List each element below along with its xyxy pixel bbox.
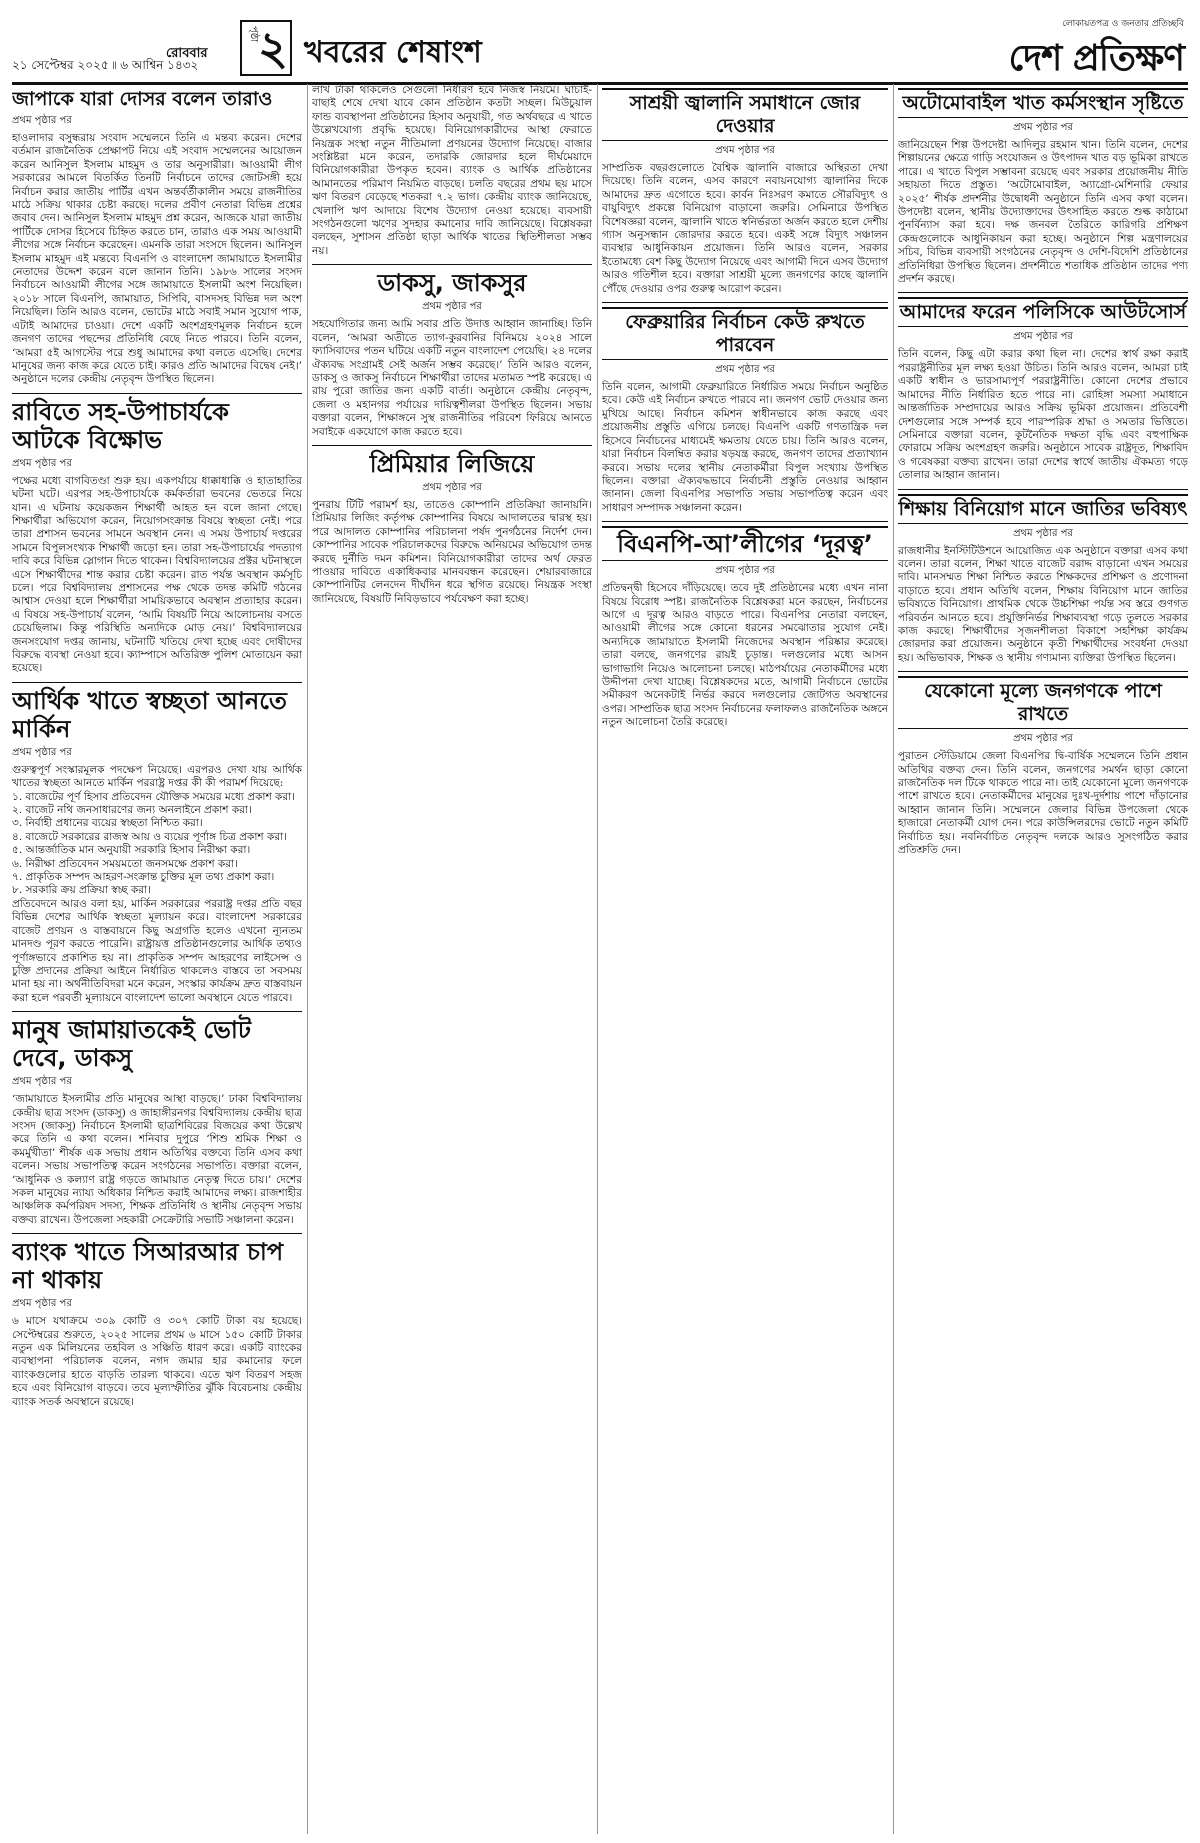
story-education <box>898 494 1188 666</box>
list-item: ৬. নিরীক্ষা প্রতিবেদন সময়মতো জনসমক্ষে প্রকাশ করা। <box>12 857 238 870</box>
jump-line: প্রথম পৃষ্ঠার পর <box>1013 122 1073 133</box>
article-columns <box>12 84 1188 1834</box>
logo-name: দেশ প্রতিক্ষণ <box>1008 38 1184 79</box>
jump-line: প্রথম পৃষ্ঠার পর <box>422 301 482 313</box>
article-body: প্রতিদ্বন্দ্বী হিসেবে দাঁড়িয়েছে। তবে দুই প্রতিষ্ঠানের মধ্যে এখন নানা বিষয়ে বিরোধ স্পষ্ট। রাজনৈতিক বিশ্লেষকরা মনে করছেন, নির্বাচনের আগে এ দূরত্ব আরও বাড়তে পারে। বিএনপির নেতারা বলছেন, আওয়ামী লীগের সঙ্গে কোনো ধরনের সমঝোতার সুযোগ নেই। অন্যদিকে জামায়াতে ইসলামী নিজেদের অবস্থান পরিষ্কার করেছে। তারা বলছে, জনগণের রায়ই চূড়ান্ত। দলগুলোর মধ্যে আসন ভাগাভাগি নিয়েও আলোচনা চলছে। মাঠপর্যায়ের নেতাকর্মীদের মধ্যে উদ্দীপনা দেখা যাচ্ছে। বিশ্লেষকদের মতে, আগামী নির্বাচনে ভোটের সমীকরণ অনেকটাই নির্ভর করবে দলগুলোর জোটগত অবস্থানের ওপর। সাম্প্রতিক ছাত্র সংসদ নির্বাচনের ফলাফলও রাজনৈতিক অঙ্গনে নতুন আলোচনা তৈরি করেছে। <box>602 582 888 729</box>
newspaper-logo <box>1009 16 1184 91</box>
article-body: রাজধানীর ইনস্টিটিউশনে আয়োজিত এক অনুষ্ঠানে বক্তারা এসব কথা বলেন। তারা বলেন, শিক্ষা খাতে বাজেট বরাদ্দ বাড়ানো এখন সময়ের দাবি। মানসম্মত শিক্ষা নিশ্চিত করতে শিক্ষকদের প্রশিক্ষণ ও প্রণোদনা বাড়াতে হবে। প্রধান অতিথি বলেন, শিক্ষায় বিনিয়োগ মানে জাতির ভবিষ্যতে বিনিয়োগ। প্রাথমিক থেকে উচ্চশিক্ষা পর্যন্ত সব স্তরে গুণগত পরিবর্তন আনতে হবে। প্রযুক্তিনির্ভর শিক্ষাব্যবস্থা গড়ে তুলতে সরকার কাজ করছে। শিক্ষার্থীদের সৃজনশীলতা বিকাশে সহশিক্ষা কার্যক্রম জোরদার করা প্রয়োজন। অনুষ্ঠানে কৃতী শিক্ষার্থীদের সংবর্ধনা দেওয়া হয়। অভিভাবক, শিক্ষক ও স্থানীয় গণ্যমান্য ব্যক্তিরা উপস্থিত ছিলেন। <box>898 544 1188 664</box>
list-item: ৫. আন্তর্জাতিক মান অনুযায়ী সরকারি হিসাব নিরীক্ষা করা। <box>12 844 251 857</box>
page-number: ২ <box>258 21 288 75</box>
separator <box>898 671 1188 672</box>
headline[interactable]: প্রিমিয়ার লিজিয়ে <box>369 449 535 478</box>
story-feb <box>602 307 888 515</box>
separator <box>12 1011 302 1012</box>
column-3 <box>602 84 888 1834</box>
jump-line: প্রথম পৃষ্ঠার পর <box>12 115 72 126</box>
article-body: সহযোগিতার জন্য আমি সবার প্রতি উদাত্ত আহ্বান জানাচ্ছি। তিনি বলেন, ‘আমরা অতীতে ত্যাগ-কুরবানির বিনিময়ে ২০২৪ সালে ফ্যাসিবাদের পতন ঘটিয়ে একটি নতুন বাংলাদেশ পেয়েছি। ২৪ দলের ঐক্যবদ্ধ সংগ্রামই সেই অর্জন সম্ভব করেছে।’ তিনি আরও বলেন, ডাকসু ও জাকসু নির্বাচনে শিক্ষার্থীরা তাদের মতামত স্পষ্ট করেছে। এ রায় পুরো জাতির জন্য একটি বার্তা। অনুষ্ঠানে কেন্দ্রীয় নেতৃবৃন্দ, জেলা ও মহানগর পর্যায়ের দায়িত্বশীলরা উপস্থিত ছিলেন। সভায় বক্তারা বলেন, শিক্ষাঙ্গনে সুস্থ রাজনীতির পরিবেশ ফিরিয়ে আনতে সবাইকে একযোগে কাজ করতে হবে। <box>312 318 592 438</box>
headline[interactable]: ব্যাংক খাতে সিআরআর চাপ না থাকায় <box>12 1238 284 1295</box>
jump-line: প্রথম পৃষ্ঠার পর <box>1013 527 1073 539</box>
article-body: হাওলাদার বসুন্ধরায় সংবাদ সম্মেলনে তিনি এ মন্তব্য করেন। দেশের বর্তমান রাজনৈতিক প্রেক্ষাপট নিয়ে এই সংবাদ সম্মেলনের আয়োজন করেন আনিসুল ইসলাম মাহমুদ ও তার অনুসারীরা। আওয়ামী লীগ সরকারের আমলে বিতর্কিত তিনটি নির্বাচনে তাদের জোটসঙ্গী হয়ে নির্বাচন করার জাতীয় পার্টির এখন অন্তর্বর্তীকালীন সময়ে রাজনীতির মাঠে সক্রিয় থাকার চেষ্টা করছে। দলের প্রবীণ নেতারা বিভিন্ন প্রশ্নের জবাব দেন। আনিসুল ইসলাম মাহমুদ প্রশ্ন করেন, আজকে যারা জাতীয় পার্টিকে দোসর হিসেবে চিহ্নিত করতে চান, তারাও এক সময় আওয়ামী লীগের সঙ্গে নির্বাচন করেছেন। এমনকি তারা সংসদে ছিলেন। আনিসুল ইসলাম মাহমুদ এই মন্তব্যে বিএনপি ও বাংলাদেশ জামায়াতে ইসলামীর নেতাদের উদ্দেশ করেন বলে জানান তিনি। ১৯৮৬ সালের সংসদ নির্বাচনে আওয়ামী লীগের সঙ্গে জামায়াতে ইসলামী অংশ নিয়েছিল। ২০১৮ সালে বিএনপি, জামায়াত, সিপিবি, বাসদসহ বিভিন্ন দল অংশ নিয়েছিল। তিনি আরও বলেন, ভোটের মাঠে সবাই সমান সুযোগ পাক, এটাই আমাদের চাওয়া। দেশে একটি অংশগ্রহণমূলক নির্বাচন হলে জনগণ তাদের পছন্দের প্রতিনিধি বেছে নিতে পারবে। তিনি বলেন, ‘আমরা ৫ই আগস্টের পরে শুধু আমাদের কথা বলতে এসেছি। দেশের মানুষের জন্য কাজ করে যেতে চাই। কারও প্রতি আমাদের বিদ্বেষ নেই।’ অনুষ্ঠানে দলের কেন্দ্রীয় নেতৃবৃন্দ উপস্থিত ছিলেন। <box>12 132 302 386</box>
column-divider <box>307 84 308 1834</box>
story-people <box>898 676 1188 857</box>
issue-day: রোববার <box>166 46 208 61</box>
story-bank <box>12 1238 302 1409</box>
list-item: ৩. নির্বাহী প্রধানের ব্যয়ের স্বচ্ছতা নিশ্চিত করা। <box>12 817 203 830</box>
jump-line: প্রথম পৃষ্ঠার পর <box>12 1076 72 1088</box>
headline[interactable]: অটোমোবাইল খাত কর্মসংস্থান সৃষ্টিতে <box>898 88 1188 118</box>
headline[interactable]: মানুষ জামায়াতকেই ভোট দেবে, ডাকসু <box>12 1016 251 1073</box>
article-body: তিনি বলেন, কিছু এটা করার কথা ছিল না। দেশের স্বার্থ রক্ষা করাই পররাষ্ট্রনীতির মূল লক্ষ্য হওয়া উচিত। তিনি আরও বলেন, আমরা চাই একটি স্বাধীন ও ভারসাম্যপূর্ণ পররাষ্ট্রনীতি। কোনো দেশের প্রভাবে আমাদের নীতি নির্ধারিত হতে পারে না। রোহিঙ্গা সমস্যা সমাধানে আন্তর্জাতিক সম্প্রদায়ের আরও সক্রিয় ভূমিকা প্রয়োজন। প্রতিবেশী দেশগুলোর সঙ্গে সম্পর্ক হবে পারস্পরিক শ্রদ্ধা ও সমতার ভিত্তিতে। সেমিনারে বক্তারা বলেন, কূটনৈতিক দক্ষতা বৃদ্ধি এবং বহুপাক্ষিক ফোরামে সক্রিয় অংশগ্রহণ জরুরি। অনুষ্ঠানে সাবেক রাষ্ট্রদূত, শিক্ষাবিদ ও গবেষকরা বক্তব্য রাখেন। তারা দেশের স্বার্থে জাতীয় ঐকমত্য গড়ে তোলার আহ্বান জানান। <box>898 348 1188 482</box>
headline[interactable]: আমাদের ফরেন পলিসিকে আউটসোর্স <box>898 297 1188 327</box>
article-intro: গুরুত্বপূর্ণ সংস্কারমূলক পদক্ষেপ নিয়েছে। এরপরও দেখা যায় আর্থিক খাতের স্বচ্ছতা আনতে মার্কিন পররাষ্ট্র দপ্তর কী কী পরামর্শ দিয়েছে: <box>12 763 302 790</box>
headline[interactable]: ডাকসু, জাকসুর <box>377 269 527 298</box>
jump-line: প্রথম পৃষ্ঠার পর <box>715 364 775 376</box>
article-body: পুরাতন স্টেডিয়ামে জেলা বিএনপির দ্বি-বার্ষিক সম্মেলনে তিনি প্রধান অতিথির বক্তব্য দেন। তিনি বলেন, জনগণের সমর্থন ছাড়া কোনো রাজনৈতিক দল টিকে থাকতে পারে না। তাই যেকোনো মূল্যে জনগণকে পাশে রাখতে হবে। নেতাকর্মীদের মানুষের দুঃখ-দুর্দশায় পাশে দাঁড়ানোর আহ্বান জানান তিনি। সম্মেলনে জেলার বিভিন্ন উপজেলা থেকে হাজারো নেতাকর্মী যোগ দেন। পরে কাউন্সিলরদের ভোটে নতুন কমিটি নির্বাচিত হয়। নবনির্বাচিত নেতৃবৃন্দ দলকে আরও সুসংগঠিত করার প্রতিশ্রুতি দেন। <box>898 750 1188 857</box>
story-ducsu <box>312 269 592 439</box>
separator <box>898 489 1188 490</box>
list-item: ৮. সরকারি ক্রয় প্রক্রিয়া স্বচ্ছ করা। <box>12 884 151 897</box>
separator <box>898 292 1188 293</box>
page-number-box <box>240 20 292 76</box>
separator <box>312 264 592 265</box>
story-economy <box>12 687 302 1005</box>
story-jamaat <box>12 1016 302 1227</box>
column-2 <box>312 84 592 1834</box>
list-item: ৭. প্রাকৃতিক সম্পদ আহরণ-সংক্রান্ত চুক্তির মূল তথ্য প্রকাশ করা। <box>12 871 275 884</box>
separator <box>312 445 592 446</box>
article-body: পুনরায় টিটি পরামর্শ হয়, তাতেও কোম্পানি প্রতিক্রিয়া জানায়নি। প্রিমিয়ার লিজিং কর্তৃপক্ষ কোম্পানির বিষয়ে আদালতের দ্বারস্থ হয়। পরে আদালত কোম্পানির পরিচালনা পর্ষদ পুনর্গঠনের নির্দেশ দেন। কোম্পানির সাবেক পরিচালকদের বিরুদ্ধে অনিয়মের অভিযোগ তদন্ত করছে দুর্নীতি দমন কমিশন। বিনিয়োগকারীরা তাদের অর্থ ফেরত পাওয়ার দাবিতে একাধিকবার মানববন্ধন করেছেন। শেয়ারবাজারে কোম্পানিটির লেনদেন দীর্ঘদিন ধরে স্থগিত রয়েছে। নিয়ন্ত্রক সংস্থা জানিয়েছে, বিষয়টি নিবিড়ভাবে পর্যবেক্ষণ করা হচ্ছে। <box>312 498 592 605</box>
list-item: ২. বাজেট নথি জনসাধারণের জন্য অনলাইনে প্রকাশ করা। <box>12 804 252 817</box>
article-body: লাখ টাকা থাকলেও সেগুলো নির্ধারণ হবে নিজস্ব নিয়মে। ঘাচাই-বাছাই শেষে দেখা যাবে কোন প্রতিষ্ঠান কতটা সচ্ছল। মিউচুয়াল ফান্ড ব্যবস্থাপনা প্রতিষ্ঠানের হিসাব অনুযায়ী, গত অর্থবছরে এ খাতে উল্লেখযোগ্য প্রবৃদ্ধি হয়েছে। বিনিয়োগকারীদের আস্থা ফেরাতে নিয়ন্ত্রক সংস্থা নতুন নীতিমালা প্রণয়নের উদ্যোগ নিয়েছে। বাজার সংশ্লিষ্টরা মনে করেন, তদারকি জোরদার হলে দীর্ঘমেয়াদে বিনিয়োগকারীরা উপকৃত হবেন। ব্যাংক ও আর্থিক প্রতিষ্ঠানের আমানতের পরিমাণ নিয়মিত বাড়ছে। চলতি বছরের প্রথম ছয় মাসে ঋণ বিতরণ বেড়েছে শতকরা ৭.২ ভাগ। কেন্দ্রীয় ব্যাংক জানিয়েছে, খেলাপি ঋণ আদায়ে বিশেষ উদ্যোগ নেওয়া হয়েছে। ব্যবসায়ী সংগঠনগুলো ঋণের সুদহার কমানোর দাবি জানিয়েছে। বিশ্লেষকরা বলছেন, সুশাসন প্রতিষ্ঠা ছাড়া আর্থিক খাতের স্থিতিশীলতা সম্ভব নয়। <box>312 84 592 257</box>
column-divider <box>597 84 598 1834</box>
headline[interactable]: জাপাকে যারা দোসর বলেন তারাও <box>12 88 273 110</box>
article-body: ৬ মাসে যথাক্রমে ৩০৯ কোটি ও ৩০৭ কোটি টাকা বয় হয়েছে। সেপ্টেম্বরের শুরুতে, ২০২৫ সালের প্রথম ৬ মাসে ১৫০ কোটি টাকার নতুন এক মিলিয়নের তহবিল ও সঞ্চিতি ধারণ করে। একটি ব্যাংকের ব্যবস্থাপনা পরিচালক বলেন, নগদ জমার হার কমানোর ফলে ব্যাংকগুলোর হাতে বাড়তি তারল্য থাকবে। এতে ঋণ বিতরণ সহজ হবে এবং বিনিয়োগ বাড়বে। তবে মূল্যস্ফীতির ঝুঁকি বিবেচনায় কেন্দ্রীয় ব্যাংক সতর্ক অবস্থানে রয়েছে। <box>12 1315 302 1408</box>
jump-line: প্রথম পৃষ্ঠার পর <box>715 145 775 156</box>
masthead <box>12 6 1188 85</box>
headline[interactable]: সাশ্রয়ী জ্বালানি সমাধানে জোর দেওয়ার <box>602 88 888 141</box>
story-premier <box>312 450 592 606</box>
headline[interactable]: বিএনপি-আ’লীগের ‘দূরত্ব’ <box>602 526 888 561</box>
jump-line: প্রথম পৃষ্ঠার পর <box>715 565 775 577</box>
list-item: ৪. বাজেটে সরকারের রাজস্ব আয় ও ব্যয়ের পূর্ণাঙ্গ চিত্র প্রকাশ করা। <box>12 830 287 843</box>
jump-line: প্রথম পৃষ্ঠার পর <box>12 1298 72 1310</box>
article-body: জানিয়েছেন শিল্প উপদেষ্টা আদিলুর রহমান খান। তিনি বলেন, দেশের শিল্পায়নের ক্ষেত্রে গাড়ি সংযোজন ও উৎপাদন খাত বড় ভূমিকা রাখতে পারে। এ খাতে বিপুল সম্ভাবনা রয়েছে এবং সরকার প্রয়োজনীয় নীতি সহায়তা দিতে প্রস্তুত। ‘অটোমোবাইল, অ্যাগ্রো-মেশিনারি ফেয়ার ২০২৫’ শীর্ষক প্রদর্শনীর উদ্বোধনী অনুষ্ঠানে তিনি এসব কথা বলেন। উপদেষ্টা বলেন, স্থানীয় উদ্যোক্তাদের উৎসাহিত করতে শুল্ক কাঠামো পুনর্বিন্যাস করা হবে। দক্ষ জনবল তৈরিতে কারিগরি প্রশিক্ষণ কেন্দ্রগুলোকে আধুনিকায়ন করা হচ্ছে। অনুষ্ঠানে শিল্প মন্ত্রণালয়ের সচিব, বিভিন্ন ব্যবসায়ী সংগঠনের নেতৃবৃন্দ ও দেশি-বিদেশি প্রতিষ্ঠানের প্রতিনিধিরা উপস্থিত ছিলেন। প্রদর্শনীতে শতাধিক প্রতিষ্ঠান তাদের পণ্য প্রদর্শন করছে। <box>898 139 1188 286</box>
headline[interactable]: ফেব্রুয়ারির নির্বাচন কেউ রুখতে পারবেন <box>602 307 888 360</box>
story-sachiv <box>602 88 888 296</box>
jump-line: প্রথম পৃষ্ঠার পর <box>12 457 72 469</box>
headline[interactable]: শিক্ষায় বিনিয়োগ মানে জাতির ভবিষ্যৎ <box>898 494 1188 524</box>
story-distance <box>602 526 888 729</box>
separator <box>12 393 302 394</box>
list-item: ১. বাজেটের পূর্ণ হিসাব প্রতিবেদন যৌক্তিক সময়ের মধ্যে প্রকাশ করা। <box>12 790 295 803</box>
column-4 <box>898 84 1188 1834</box>
story-lottery-cont <box>312 84 592 258</box>
headline[interactable]: আর্থিক খাতে স্বচ্ছতা আনতে মার্কিন <box>12 686 287 743</box>
article-body: তিনি বলেন, আগামী ফেব্রুয়ারিতে নির্ধারিত সময়ে নির্বাচন অনুষ্ঠিত হবে। কেউ এই নির্বাচন রুখতে পারবে না। জনগণ ভোট দেওয়ার জন্য মুখিয়ে আছে। নির্বাচন কমিশন স্বাধীনভাবে কাজ করছে এবং প্রয়োজনীয় প্রস্তুতি এগিয়ে চলছে। বিএনপি একটি গণতান্ত্রিক দল হিসেবে নির্বাচনের মাধ্যমেই ক্ষমতায় যেতে চায়। তিনি আরও বলেন, যারা নির্বাচন বিলম্বিত করার ষড়যন্ত্র করছে, জনগণ তাদের প্রত্যাখ্যান করবে। সভায় দলের স্থানীয় নেতাকর্মীরা বিপুল সংখ্যায় উপস্থিত ছিলেন। বক্তারা ঐক্যবদ্ধভাবে নির্বাচনী প্রস্তুতি নেওয়ার আহ্বান জানান। জেলা বিএনপির সভাপতি সভায় সভাপতিত্ব করেন এবং সাধারণ সম্পাদক সঞ্চালনা করেন। <box>602 381 888 514</box>
section-title: খবরের শেষাংশ <box>304 35 482 70</box>
column-1 <box>12 84 302 1834</box>
issue-date: ২১ সেপ্টেম্বর ২০২৫ ৷৷ ৬ আশ্বিন ১৪৩২ <box>12 58 199 72</box>
separator <box>12 1233 302 1234</box>
jump-line: প্রথম পৃষ্ঠার পর <box>12 746 72 758</box>
jump-line: প্রথম পৃষ্ঠার পর <box>422 481 482 493</box>
article-body: সাম্প্রতিক বছরগুলোতে বৈশ্বিক জ্বালানি বাজারে অস্থিরতা দেখা দিয়েছে। তিনি বলেন, এসব কারণে নবায়নযোগ্য জ্বালানির দিকে আমাদের দ্রুত এগোতে হবে। কার্বন নিঃসরণ কমাতে সৌরবিদ্যুৎ ও বায়ুবিদ্যুৎ প্রকল্পে বিনিয়োগ বাড়ানো জরুরি। সেমিনারে উপস্থিত বিশেষজ্ঞরা বলেন, জ্বালানি খাতে স্বনির্ভরতা অর্জন করতে হলে দেশীয় গ্যাস অনুসন্ধান জোরদার করতে হবে। একই সঙ্গে বিদ্যুৎ সঞ্চালন ব্যবস্থার আধুনিকায়ন প্রয়োজন। তিনি আরও বলেন, সরকার ইতোমধ্যে বেশ কিছু উদ্যোগ নিয়েছে এবং আগামী দিনে এসব উদ্যোগ আরও গতিশীল হবে। বক্তারা সাশ্রয়ী মূল্যে জনগণের কাছে জ্বালানি পৌঁছে দেওয়ার ওপর গুরুত্ব আরোপ করেন। <box>602 162 888 295</box>
headline[interactable]: রাবিতে সহ-উপাচার্যকে আটকে বিক্ষোভ <box>12 397 229 454</box>
article-body: প্রতিবেদনে আরও বলা হয়, মার্কিন সরকারের পররাষ্ট্র দপ্তর প্রতি বছর বিভিন্ন দেশের আর্থিক স্বচ্ছতা মূল্যায়ন করে। বাংলাদেশ সরকারের বাজেট প্রণয়ন ও বাস্তবায়নে কিছু অগ্রগতি হলেও এখনো ন্যূনতম মানদণ্ড পূরণ করতে পারেনি। রাষ্ট্রায়ত্ত প্রতিষ্ঠানগুলোর আর্থিক তথ্যও পূর্ণাঙ্গভাবে প্রকাশিত হয় না। প্রাকৃতিক সম্পদ আহরণের লাইসেন্স ও চুক্তি প্রদানের প্রক্রিয়া আইনে নির্ধারিত থাকলেও বাস্তবে তা সবসময় মানা হয় না। অর্থনীতিবিদরা মনে করেন, সংস্কার কার্যক্রম দ্রুত বাস্তবায়ন করা হলে পরবর্তী মূল্যায়নে বাংলাদেশ ভালো অবস্থানে যেতে পারবে। <box>12 897 302 1004</box>
page-word: পৃষ্ঠা <box>248 26 259 43</box>
headline[interactable]: যেকোনো মূল্যে জনগণকে পাশে রাখতে <box>898 676 1188 729</box>
article-body: ‘জামায়াতে ইসলামীর প্রতি মানুষের আস্থা বাড়ছে।’ ঢাকা বিশ্ববিদ্যালয় কেন্দ্রীয় ছাত্র সংসদ (ডাকসু) ও জাহাঙ্গীরনগর বিশ্ববিদ্যালয় কেন্দ্রীয় ছাত্র সংসদ (জাকসু) নির্বাচনে ইসলামী ছাত্রশিবিরের বিজয়ের কথা উল্লেখ করে তিনি এ কথা বলেন। শনিবার দুপুরে ‘শিশু শ্রমিক শিক্ষা ও কমর্মুখীতা’ শীর্ষক এক সভায় প্রধান অতিথির বক্তব্যে তিনি এসব কথা বলেন। সভায় সভাপতিত্ব করেন সংগঠনের সভাপতি। বক্তারা বলেন, ‘আধুনিক ও কল্যাণ রাষ্ট্র গড়তে জামায়াত নেতৃত্ব দিতে চায়।’ দেশের সকল মানুষের ন্যায্য অধিকার নিশ্চিত করাই আমাদের লক্ষ্য। রাজশাহীর আঞ্চলিক কর্মপরিষদ সদস্য, শিক্ষক প্রতিনিধি ও স্থানীয় নেতৃবৃন্দ সভায় বক্তব্য রাখেন। উপজেলা সহকারী সেক্রেটারি সভাটি সঞ্চালনা করেন। <box>12 1093 302 1226</box>
separator <box>602 302 888 303</box>
story-foreign-policy <box>898 297 1188 482</box>
column-divider <box>893 84 894 1834</box>
separator <box>12 682 302 683</box>
logo-tagline: লোকায়তপত্র ও জনতার প্রতিচ্ছবি <box>1062 19 1184 29</box>
jump-line: প্রথম পৃষ্ঠার পর <box>1013 733 1073 745</box>
story-auto <box>898 88 1188 286</box>
separator <box>602 521 888 522</box>
story-rabi <box>12 398 302 676</box>
story-japan <box>12 88 302 387</box>
article-body: পক্ষের মধ্যে বাগবিতণ্ডা শুরু হয়। একপর্যায়ে ধাক্কাধাক্কি ও হাতাহাতির ঘটনা ঘটে। এরপর সহ-উপাচার্যকে কর্মকর্তারা ভবনের ভেতরে নিয়ে যান। এ ঘটনায় কয়েকজন শিক্ষার্থী আহত হন বলে জানা গেছে। শিক্ষার্থীরা অভিযোগ করেন, নিয়োগসংক্রান্ত বিষয়ে স্বচ্ছতা নেই। পরে তারা প্রশাসন ভবনের সামনে অবস্থান নেন। এ সময় উপাচার্য দপ্তরের সামনে বিপুলসংখ্যক শিক্ষার্থী জড়ো হন। তারা সহ-উপাচার্যের পদত্যাগ দাবি করে বিভিন্ন স্লোগান দিতে থাকেন। বিশ্ববিদ্যালয়ের প্রক্টর ঘটনাস্থলে এসে শিক্ষার্থীদের শান্ত করার চেষ্টা করেন। রাত পর্যন্ত অবস্থান কর্মসূচি চলে। পরে বিশ্ববিদ্যালয় প্রশাসনের পক্ষ থেকে তদন্ত কমিটি গঠনের আশ্বাস দেওয়া হলে শিক্ষার্থীরা সাময়িকভাবে অবস্থান প্রত্যাহার করেন। এ বিষয়ে সহ-উপাচার্য বলেন, ‘আমি বিষয়টি নিয়ে আলোচনায় বসতে চেয়েছিলাম। কিন্তু পরিস্থিতি অন্যদিকে মোড় নেয়।’ বিশ্ববিদ্যালয়ের জনসংযোগ দপ্তর জানায়, ঘটনাটি খতিয়ে দেখা হচ্ছে এবং দোষীদের বিরুদ্ধে ব্যবস্থা নেওয়া হবে। ক্যাম্পাসে অতিরিক্ত পুলিশ মোতায়েন করা হয়েছে। <box>12 474 302 675</box>
jump-line: প্রথম পৃষ্ঠার পর <box>1013 331 1073 343</box>
